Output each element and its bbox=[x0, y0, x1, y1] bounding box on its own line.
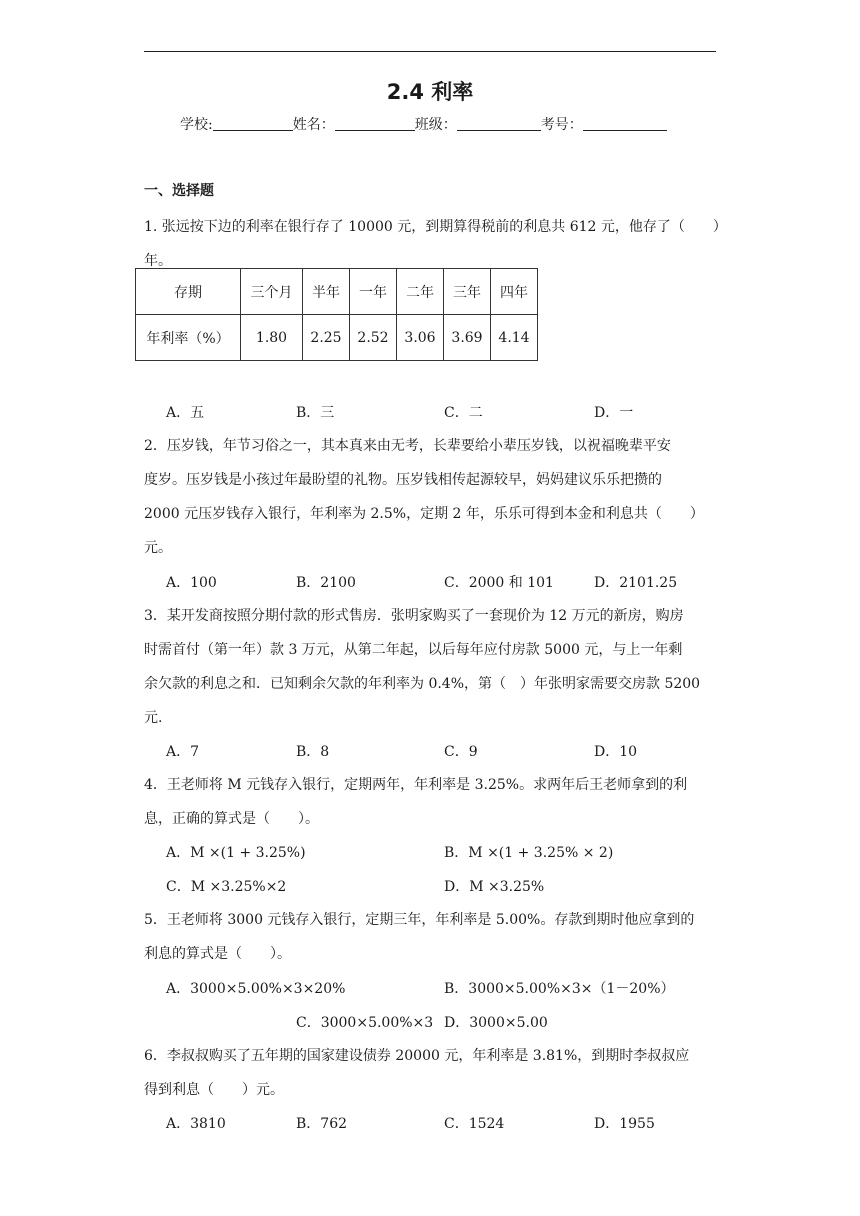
question-text-line: 度岁。压岁钱是小孩过年最盼望的礼物。压岁钱相传起源较早，妈妈建议乐乐把攒的 bbox=[144, 472, 662, 488]
option-c[interactable]: C．3000×5.00%×3 bbox=[296, 1015, 434, 1031]
question-3 bbox=[144, 599, 724, 735]
table-cell: 2.25 bbox=[303, 315, 350, 361]
table-cell: 3.69 bbox=[444, 315, 491, 361]
table-cell: 2.52 bbox=[350, 315, 397, 361]
table-cell: 3.06 bbox=[397, 315, 444, 361]
section-heading: 一、选择题 bbox=[144, 183, 214, 199]
option-a[interactable]: A．M ×(1 + 3.25%) bbox=[166, 845, 306, 861]
table-row bbox=[136, 269, 538, 315]
option-c[interactable]: C．1524 bbox=[444, 1116, 505, 1132]
question-text-line: 元. bbox=[144, 710, 163, 726]
option-a[interactable]: A．3810 bbox=[166, 1116, 226, 1132]
school-blank[interactable] bbox=[213, 116, 293, 131]
table-header-cell: 一年 bbox=[350, 269, 397, 315]
option-d[interactable]: D．2101.25 bbox=[594, 575, 678, 591]
page-title: 2.4 利率 bbox=[386, 80, 474, 104]
table-header-cell: 三个月 bbox=[241, 269, 303, 315]
option-b[interactable]: B．762 bbox=[296, 1116, 348, 1132]
option-a[interactable]: A．3000×5.00%×3×20% bbox=[166, 981, 346, 997]
table-header-cell: 存期 bbox=[136, 269, 241, 315]
table-header-cell: 三年 bbox=[444, 269, 491, 315]
question-text-line: 2．压岁钱，年节习俗之一，其本真来由无考，长辈要给小辈压岁钱，以祝福晚辈平安 bbox=[144, 438, 671, 454]
option-c[interactable]: C．2000 和 101 bbox=[444, 575, 554, 591]
option-c[interactable]: C．二 bbox=[444, 405, 483, 421]
class-blank[interactable] bbox=[457, 116, 541, 131]
student-info-line bbox=[180, 114, 667, 134]
question-2 bbox=[144, 429, 724, 565]
table-row bbox=[136, 315, 538, 361]
interest-rate-table bbox=[135, 268, 538, 361]
option-a[interactable]: A．五 bbox=[166, 405, 205, 421]
option-c[interactable]: C．M ×3.25%×2 bbox=[166, 879, 287, 895]
table-cell: 4.14 bbox=[491, 315, 538, 361]
question-text-line: 得到利息（ ）元。 bbox=[144, 1082, 284, 1098]
exam-no-label: 考号： bbox=[540, 117, 583, 133]
question-text-line: 元。 bbox=[144, 540, 172, 556]
option-b[interactable]: B．8 bbox=[296, 744, 330, 760]
question-5 bbox=[144, 903, 724, 971]
table-header-cell: 二年 bbox=[397, 269, 444, 315]
class-label: 班级： bbox=[414, 117, 457, 133]
question-text-line: 年。 bbox=[144, 253, 172, 269]
question-text-line: 6．李叔叔购买了五年期的国家建设债券 20000 元，年利率是 3.81%，到期时李叔叔应 bbox=[144, 1048, 690, 1064]
option-c[interactable]: C．9 bbox=[444, 744, 478, 760]
table-cell: 年利率（%） bbox=[136, 315, 241, 361]
question-text-line: 余欠款的利息之和．已知剩余欠款的年利率为 0.4%，第（ ）年张明家需要交房款 5200 bbox=[144, 676, 701, 692]
exam-no-blank[interactable] bbox=[583, 116, 667, 131]
header-rule bbox=[144, 51, 716, 52]
table-cell: 1.80 bbox=[241, 315, 303, 361]
option-d[interactable]: D．3000×5.00 bbox=[444, 1015, 548, 1031]
option-a[interactable]: A．100 bbox=[166, 575, 217, 591]
school-label: 学校: bbox=[180, 117, 213, 133]
option-b[interactable]: B．3000×5.00%×3×（1－20%） bbox=[444, 981, 675, 997]
option-d[interactable]: D．M ×3.25% bbox=[444, 879, 545, 895]
question-text-line: 息，正确的算式是（ ）。 bbox=[144, 811, 319, 827]
question-text-line: 4．王老师将 M 元钱存入银行，定期两年，年利率是 3.25%。求两年后王老师拿到的利 bbox=[144, 777, 688, 793]
table-header-cell: 四年 bbox=[491, 269, 538, 315]
option-b[interactable]: B．M ×(1 + 3.25% × 2) bbox=[444, 845, 614, 861]
name-blank[interactable] bbox=[335, 116, 415, 131]
question-4 bbox=[144, 768, 724, 836]
name-label: 姓名： bbox=[292, 117, 335, 133]
option-b[interactable]: B．三 bbox=[296, 405, 335, 421]
table-header-cell: 半年 bbox=[303, 269, 350, 315]
question-text-line: 5．王老师将 3000 元钱存入银行，定期三年，年利率是 5.00%。存款到期时他应拿到的 bbox=[144, 912, 695, 928]
question-text-line: 2000 元压岁钱存入银行，年利率为 2.5%，定期 2 年，乐乐可得到本金和利息共（ ） bbox=[144, 506, 704, 522]
option-b[interactable]: B．2100 bbox=[296, 575, 356, 591]
question-text-line: 1. 张远按下边的利率在银行存了 10000 元，到期算得税前的利息共 612 元，他存了（ ） bbox=[144, 219, 727, 235]
question-text-line: 3．某开发商按照分期付款的形式售房．张明家购买了一套现价为 12 万元的新房，购房 bbox=[144, 608, 684, 624]
option-d[interactable]: D．一 bbox=[594, 405, 634, 421]
option-d[interactable]: D．10 bbox=[594, 744, 638, 760]
option-d[interactable]: D．1955 bbox=[594, 1116, 655, 1132]
question-6 bbox=[144, 1039, 724, 1107]
option-a[interactable]: A．7 bbox=[166, 744, 200, 760]
question-text-line: 时需首付（第一年）款 3 万元，从第二年起，以后每年应付房款 5000 元，与上一年剩 bbox=[144, 642, 683, 658]
question-text-line: 利息的算式是（ ）。 bbox=[144, 946, 291, 962]
